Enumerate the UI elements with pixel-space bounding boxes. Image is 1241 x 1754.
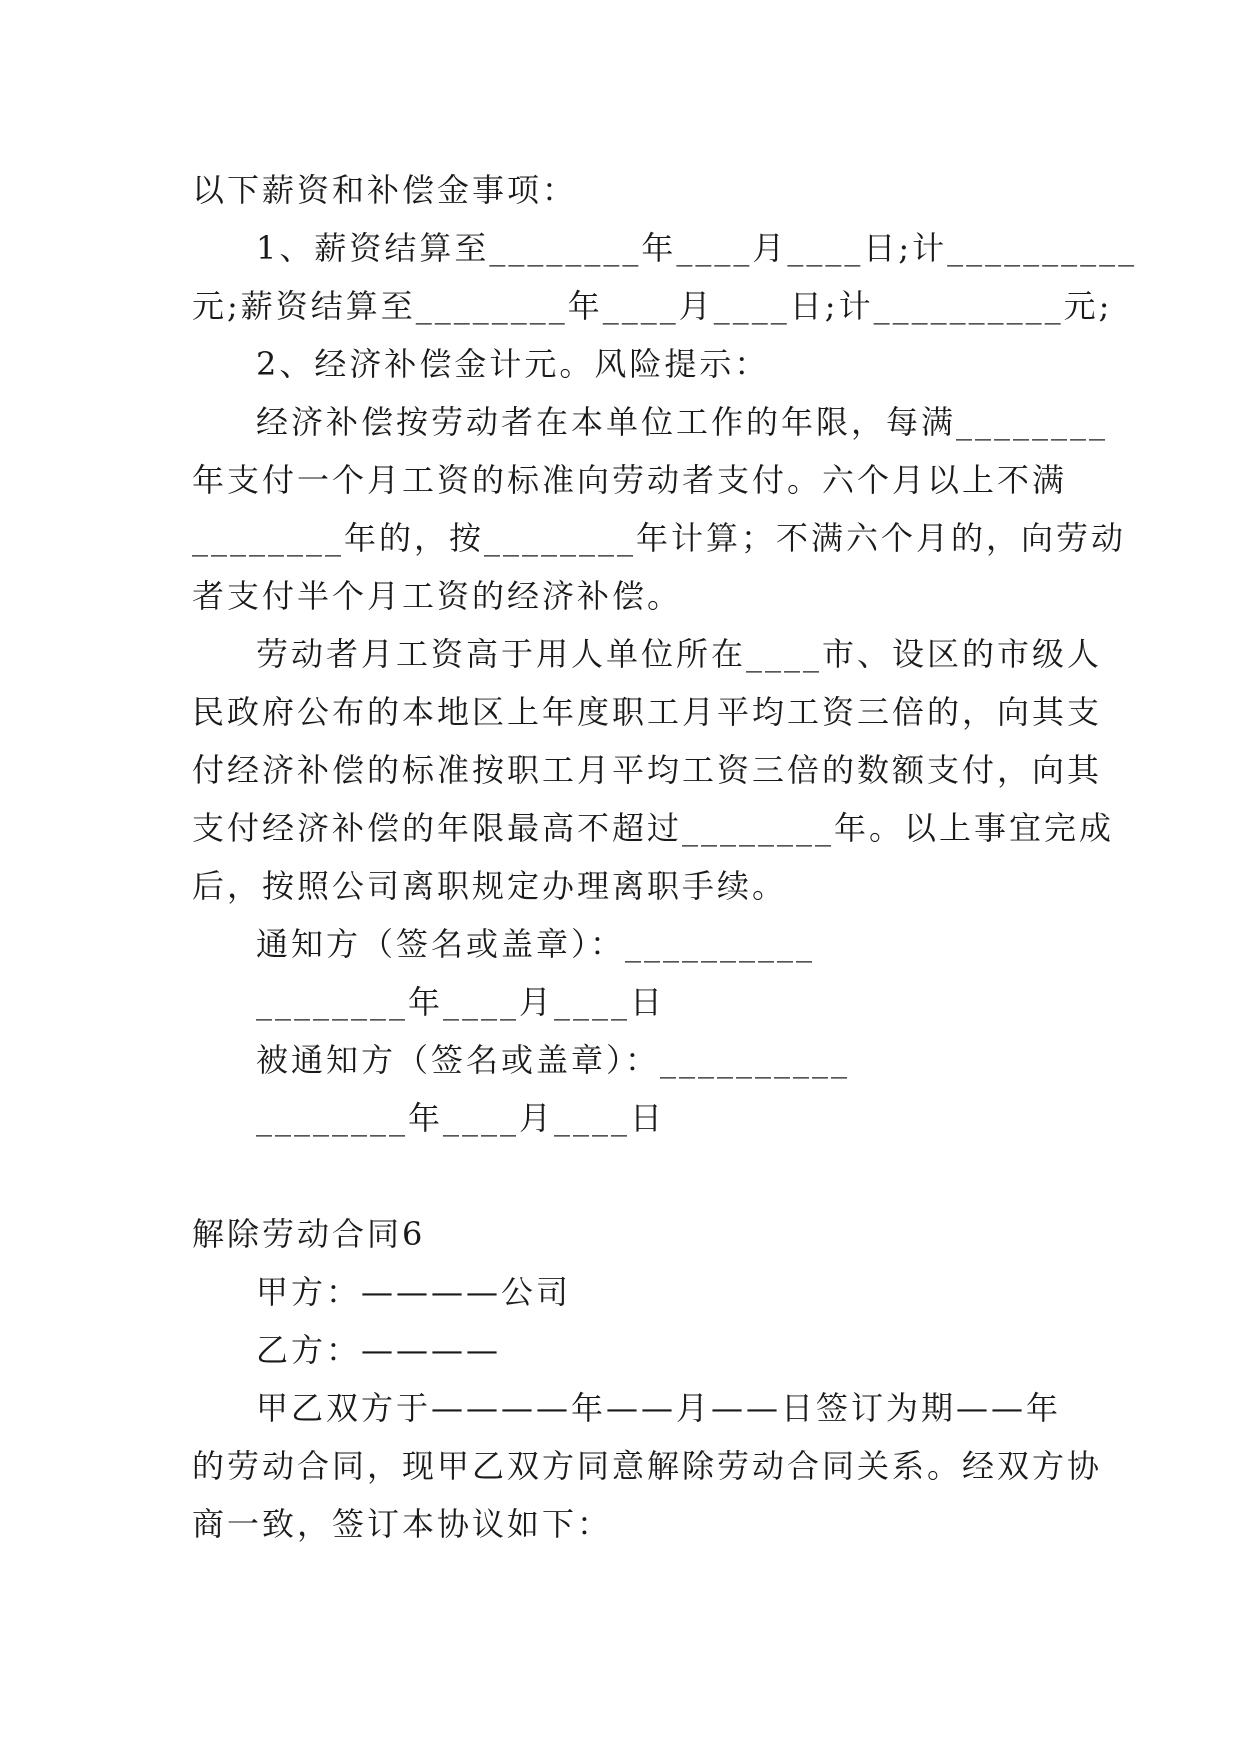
notified-signature-line: 被通知方（签名或盖章）：__________ <box>256 1041 851 1079</box>
paragraph-line: 年支付一个月工资的标准向劳动者支付。六个月以上不满 <box>192 461 1068 499</box>
paragraph-line: 商一致，签订本协议如下： <box>192 1505 613 1543</box>
paragraph-line: 民政府公布的本地区上年度职工月平均工资三倍的，向其支 <box>192 693 1103 731</box>
notifier-date-line: ________年____月____日 <box>256 983 666 1021</box>
notifier-signature-line: 通知方（签名或盖章）：__________ <box>256 925 816 963</box>
paragraph-line: 甲乙双方于————年——月——日签订为期——年 <box>256 1389 1062 1427</box>
paragraph-line: 劳动者月工资高于用人单位所在____市、设区的市级人 <box>256 635 1103 673</box>
paragraph-line: 者支付半个月工资的经济补偿。 <box>192 577 683 615</box>
party-b-line: 乙方：———— <box>256 1331 502 1369</box>
paragraph-line: 元;薪资结算至________年____月____日;计__________元; <box>192 287 1113 325</box>
paragraph-line: 支付经济补偿的年限最高不超过________年。以上事宜完成 <box>192 809 1115 847</box>
paragraph-line: 的劳动合同，现甲乙双方同意解除劳动合同关系。经双方协 <box>192 1447 1103 1485</box>
notified-date-line: ________年____月____日 <box>256 1099 666 1137</box>
party-a-line: 甲方：————公司 <box>256 1273 572 1311</box>
paragraph-line: 2、经济补偿金计元。风险提示： <box>256 345 770 383</box>
paragraph-line: 以下薪资和补偿金事项： <box>192 171 578 209</box>
paragraph-line: 经济补偿按劳动者在本单位工作的年限，每满________ <box>256 403 1109 441</box>
paragraph-line: 后，按照公司离职规定办理离职手续。 <box>192 867 788 905</box>
paragraph-line: 1、薪资结算至________年____月____日;计__________ <box>256 229 1138 267</box>
paragraph-line: ________年的，按________年计算；不满六个月的，向劳动 <box>192 519 1127 557</box>
paragraph-line: 付经济补偿的标准按职工月平均工资三倍的数额支付，向其 <box>192 751 1103 789</box>
section-title: 解除劳动合同6 <box>192 1215 426 1253</box>
